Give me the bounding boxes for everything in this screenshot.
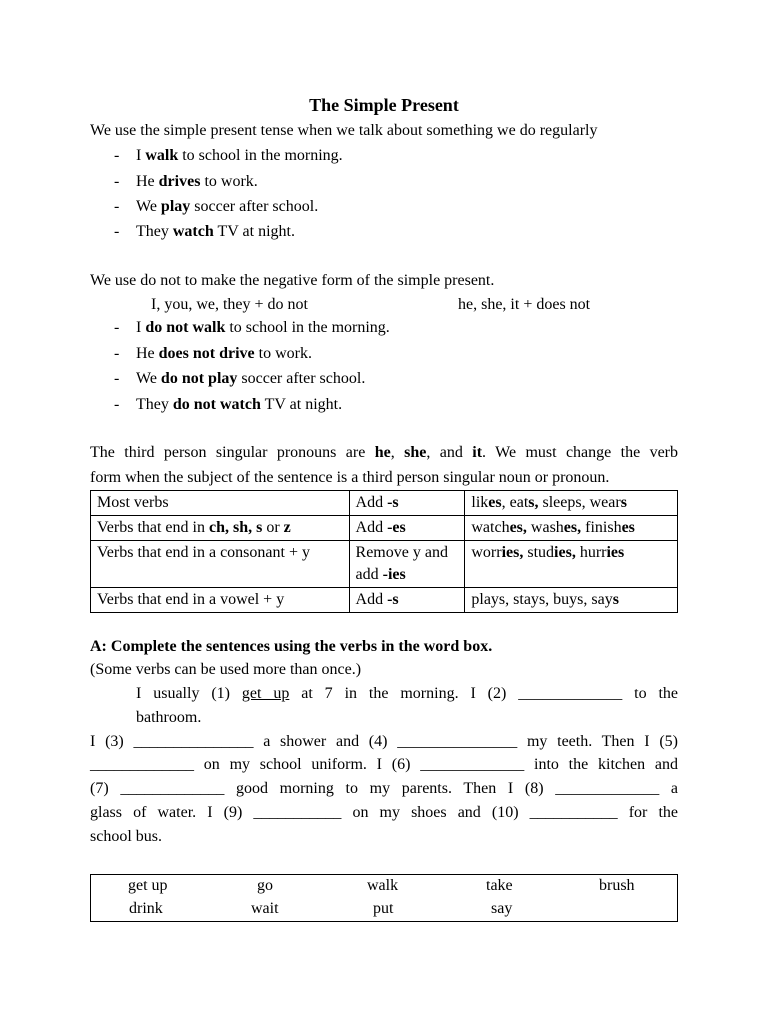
table-cell: plays, stays, buys, says (465, 588, 678, 613)
spelling-rules-table (90, 490, 678, 613)
list-dash: - (114, 370, 120, 387)
list-item: He drives to work. (136, 173, 258, 190)
table-cell: worries, studies, hurries (465, 541, 678, 588)
table-cell: Add -s (349, 588, 465, 613)
table-cell: Verbs that end in a consonant + y (91, 541, 350, 588)
list-dash: - (114, 147, 120, 164)
list-item: We do not play soccer after school. (136, 370, 366, 387)
exercise-note: (Some verbs can be used more than once.) (90, 661, 362, 678)
exercise-line-5: (7) _____________ good morning to my parents. Then I (8) _____________ a (90, 780, 678, 797)
word-box-item: wait (251, 900, 279, 917)
exercise-heading: A: Complete the sentences using the verbs in the word box. (90, 638, 493, 655)
rule-singular: he, she, it + does not (458, 296, 591, 313)
word-box-item: go (257, 877, 273, 894)
word-box-item: brush (599, 877, 635, 894)
list-item: They watch TV at night. (136, 223, 295, 240)
list-dash: - (114, 345, 120, 362)
word-box-item: take (486, 877, 513, 894)
word-box (90, 874, 678, 922)
page-title: The Simple Present (309, 95, 459, 115)
exercise-line-6: glass of water. I (9) ___________ on my shoes and (10) ___________ for the (90, 804, 678, 821)
table-cell: Add -s (349, 491, 465, 516)
list-item: I walk to school in the morning. (136, 147, 343, 164)
word-box-item: say (491, 900, 513, 917)
table-row (91, 516, 678, 541)
list-dash: - (114, 319, 120, 336)
table-cell: Verbs that end in ch, sh, s or z (91, 516, 350, 541)
third-person-line-1: The third person singular pronouns are he, she, and it. We must change the verb (90, 444, 679, 461)
list-dash: - (114, 396, 120, 413)
table-cell: Most verbs (91, 491, 350, 516)
negative-intro: We use do not to make the negative form of the simple present. (90, 272, 495, 289)
third-person-line-2: form when the subject of the sentence is a third person singular noun or pronoun. (90, 469, 610, 486)
list-dash: - (114, 173, 120, 190)
exercise-line-1: I usually (1) get up at 7 in the morning. I (2) _____________ to the (136, 685, 679, 702)
list-item: They do not watch TV at night. (136, 396, 343, 413)
table-cell: Add -es (349, 516, 465, 541)
table-row (91, 588, 678, 613)
list-dash: - (114, 223, 120, 240)
table-cell: Remove y and add -ies (349, 541, 465, 588)
word-box-item: put (373, 900, 394, 917)
exercise-line-7: school bus. (90, 828, 162, 845)
word-box-item: get up (128, 877, 168, 894)
example-answer: get up (241, 685, 290, 702)
exercise-line-4: _____________ on my school uniform. I (6) _____________ into the kitchen and (90, 756, 678, 773)
word-box-item: drink (129, 900, 163, 917)
table-row (91, 541, 678, 588)
rule-plural: I, you, we, they + do not (151, 296, 308, 313)
exercise-line-3: I (3) _______________ a shower and (4) _______________ my teeth. Then I (5) (90, 733, 678, 750)
intro-text: We use the simple present tense when we talk about something we do regularly (90, 122, 598, 139)
list-item: I do not walk to school in the morning. (136, 319, 390, 336)
list-dash: - (114, 198, 120, 215)
table-cell: Verbs that end in a vowel + y (91, 588, 350, 613)
exercise-line-2: bathroom. (136, 709, 202, 726)
word-box-item: walk (367, 877, 399, 894)
table-row (91, 491, 678, 516)
table-cell: likes, eats, sleeps, wears (465, 491, 678, 516)
list-item: He does not drive to work. (136, 345, 312, 362)
table-cell: watches, washes, finishes (465, 516, 678, 541)
list-item: We play soccer after school. (136, 198, 319, 215)
